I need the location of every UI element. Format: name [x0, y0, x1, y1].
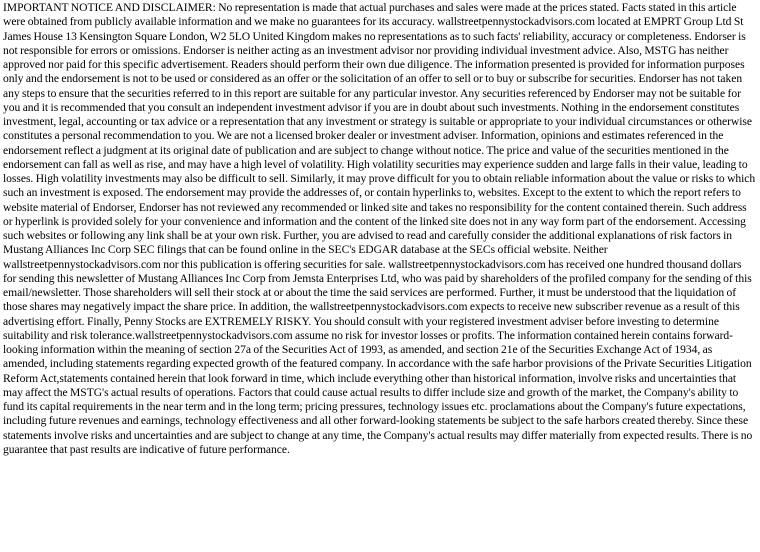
disclaimer-text: IMPORTANT NOTICE AND DISCLAIMER: No representation is made that actual purchases and sales were made at the prices stated. Facts stated in this article were obtained from publicly available information and we make no guarantees for its accuracy. wallstreetpennystockadvisors.com located at EMPRT Group Ltd St James House 13 Kensington Square London, W2 5LO United Kingdom makes no representations as to such facts' reliability, accuracy or completeness. Endorser is not responsible for errors or omissions. Endorser is neither acting as an investment advisor nor providing individual investment advice. Also, MSTG has neither approved nor paid for this specific advertisement. Readers should perform their own due diligence. The information presented is provided for information purposes only and the endorsement is not to be used or considered as an offer or the solicitation of an offer to sell or to buy or subscribe for securities. Endorser has not taken any steps to ensure that the securities referred to in this report are suitable for any particular investor. Any securities referenced by Endorser may not be suitable for you and it is recommended that you consult an independent investment advisor if you are in doubt about such investments. Nothing in the endorsement constitutes investment, legal, accounting or tax advice or a representation that any investment or strategy is suitable or appropriate to your individual circumstances or otherwise constitutes a personal recommendation to you. We are not a licensed broker dealer or investment adviser. Information, opinions and estimates referenced in the endorsement reflect a judgment at its original date of publication and are subject to change without notice. The price and value of the securities mentioned in the endorsement can fall as well as rise, and may have a high level of volatility. High volatility securities may experience sudden and large falls in their value, leading to losses. High volatility investments may also be difficult to sell. Similarly, it may prove difficult for you to obtain reliable information about the value or risks to which such an investment is exposed. The endorsement may provide the addresses of, or contain hyperlinks to, websites. Except to the extent to which the report refers to website material of Endorser, Endorser has not reviewed any recommended or linked site and takes no responsibility for the content contained therein. Such address or hyperlink is provided solely for your convenience and information and the content of the linked site does not in any way form part of the endorsement. Accessing such websites or following any link shall be at your own risk. Further, you are advised to read and carefully consider the additional explanations of risk factors in Mustang Alliances Inc Corp SEC filings that can be found online in the SEC's EDGAR database at the SECs official website. Neither wallstreetpennystockadvisors.com nor this publication is offering securities for sale. wallstreetpennystockadvisors.com has received one hundred thousand dollars for sending this newsletter of Mustang Alliances Inc Corp from Jemsta Enterprises Ltd, who was paid by shareholders of the profiled company for the sending of this email/newsletter. Those shareholders will sell their stock at or about the time the said services are performed. Further, it must be understood that the liquidation of those shares may negatively impact the share price. In addition, the wallstreetpennystockadvisors.com expects to receive new subscriber revenue as a result of this advertising effort. Finally, Penny Stocks are EXTREMELY RISKY. You should consult with your registered investment adviser before investing to determine suitability and risk tolerance.wallstreetpennystockadvisors.com assume no risk for investor losses or profits. The information contained herein contains forward-looking information within the meaning of section 27a of the Securities Act of 1993, as amended, and section 21e of the Securities Exchange Act of 1934, as amended, including statements regarding expected growth of the featured company. In accordance with the safe harbor provisions of the Private Securities Litigation Reform Act,statements contained herein that look forward in time, which include everything other than historical information, involve risks and uncertainties that may affect the MSTG's actual results of operations. Factors that could cause actual results to differ include size and growth of the market, the Company's ability to fund its capital requirements in the near term and in the long term; pricing pressures, technology issues etc. proclamations about the Company's future expectations, including future revenues and earnings, technology effectiveness and all other forward-looking statements be subject to the safe harbors created thereby. Since these statements involve risks and uncertainties and are subject to change at any time, the Company's actual results may differ materially from expected results. There is no guarantee that past results are indicative of future performance. — [3, 1, 756, 456]
